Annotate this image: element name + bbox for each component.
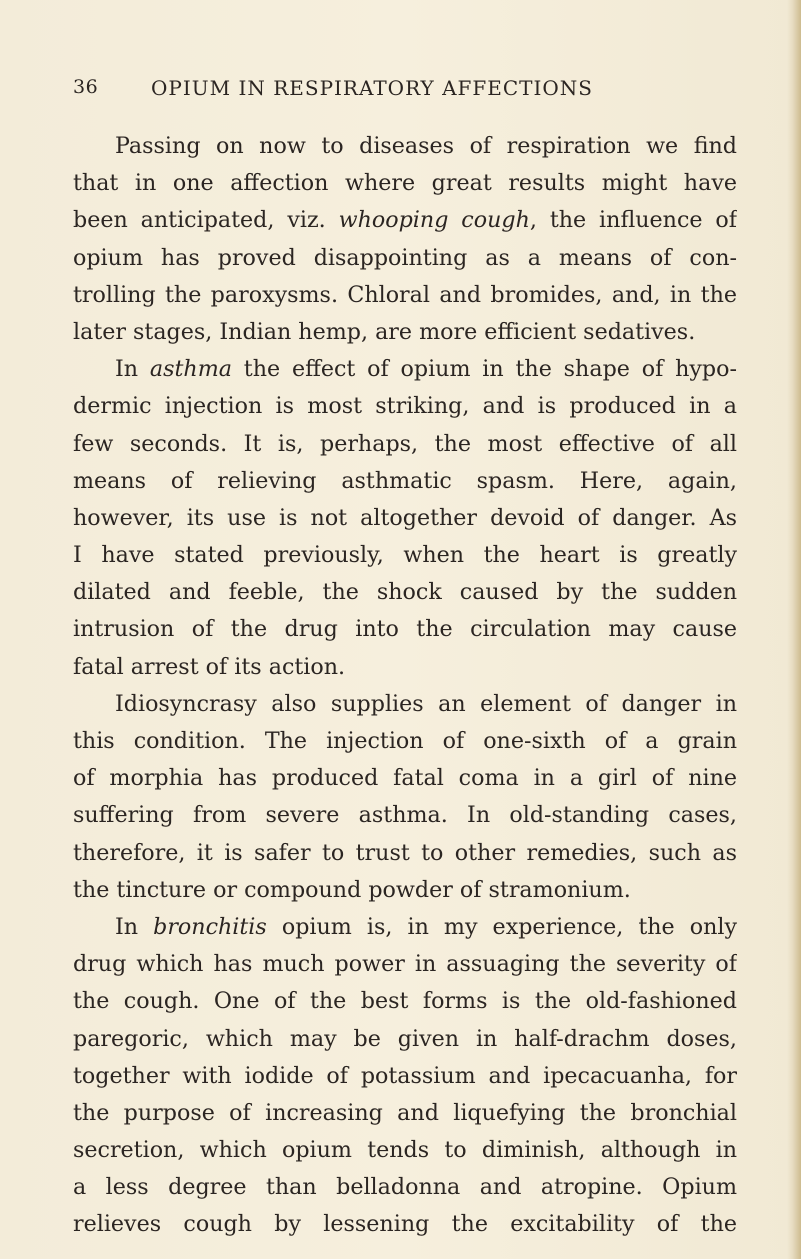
text-line [73, 202, 737, 239]
text-line [73, 1058, 737, 1095]
page-header [73, 70, 713, 110]
text-segment: this condition. The injection of one-sixth of a grain [73, 728, 737, 754]
text-segment: opium is, in my experience, the only [266, 913, 737, 940]
text-line [73, 426, 737, 463]
text-line [73, 463, 737, 500]
italic-term: asthma [149, 356, 232, 383]
text-line [73, 1169, 737, 1206]
text-line [73, 388, 737, 425]
text-line [73, 1132, 737, 1169]
text-segment: In [115, 356, 150, 383]
text-line [73, 314, 737, 351]
text-segment: dermic injection is most striking, and is produced in a [73, 393, 737, 420]
text-line [73, 797, 737, 834]
text-segment: , the influence of [529, 207, 737, 234]
text-segment: however, its use is not altogether devoid of danger. As [73, 504, 737, 531]
text-line [73, 240, 737, 277]
text-line [73, 351, 737, 388]
text-segment: that in one affection where great results might have [73, 170, 737, 197]
italic-term: whooping cough [338, 207, 530, 234]
text-segment: means of relieving asthmatic spasm. Here, again, [73, 467, 737, 494]
text-segment: drug which has much power in assuaging the severity of [73, 951, 737, 978]
text-line [73, 1021, 737, 1058]
text-line [73, 723, 737, 760]
text-segment: trolling the paroxysms. Chloral and bromides, and, in the [73, 281, 737, 308]
page-number: 36 [73, 76, 99, 98]
text-line [73, 277, 737, 314]
text-segment: paregoric, which may be given in half-drachm doses, [73, 1025, 737, 1052]
text-line [73, 537, 737, 574]
text-segment: the effect of opium in the shape of hypo- [231, 356, 737, 383]
text-segment: of morphia has produced fatal coma in a girl of nine [73, 765, 737, 792]
text-segment: In [115, 913, 154, 940]
text-segment: Passing on now to diseases of respiration we find [115, 133, 737, 159]
text-line [73, 835, 737, 872]
text-line [73, 946, 737, 983]
text-line [73, 165, 737, 202]
body-text [73, 128, 737, 1244]
text-line [73, 1095, 737, 1132]
text-segment: Idiosyncrasy also supplies an element of danger in [115, 690, 737, 717]
text-line [73, 128, 737, 165]
text-line [73, 649, 737, 686]
text-segment: I have stated previously, when the heart is greatly [73, 542, 737, 569]
text-line [73, 909, 737, 946]
text-segment: intrusion of the drug into the circulation may cause [73, 616, 737, 643]
text-segment: suffering from severe asthma. In old-standing cases, [73, 802, 737, 829]
text-line [73, 686, 737, 723]
text-line [73, 1206, 737, 1243]
text-line [73, 983, 737, 1020]
text-line [73, 611, 737, 648]
text-segment: the purpose of increasing and liquefying the bronchial [73, 1099, 737, 1126]
text-segment: later stages, Indian hemp, are more efficient sedatives. [73, 318, 696, 345]
italic-term: bronchitis [153, 913, 267, 940]
text-line [73, 574, 737, 611]
text-segment: been anticipated, viz. [73, 207, 339, 234]
running-title: OPIUM IN RESPIRATORY AFFECTIONS [151, 76, 594, 100]
text-segment: secretion, which opium tends to diminish, although in [73, 1137, 737, 1164]
text-segment: the cough. One of the best forms is the old-fashioned [73, 988, 737, 1015]
text-segment: a less degree than belladonna and atropine. Opium [73, 1174, 737, 1201]
text-line [73, 872, 737, 909]
page-edge-shadow [787, 0, 801, 1259]
text-segment: opium has proved disappointing as a means of con- [73, 244, 737, 271]
text-segment: therefore, it is safer to trust to other remedies, such as [73, 839, 737, 866]
text-segment: the tincture or compound powder of stramonium. [73, 876, 631, 903]
text-segment: together with iodide of potassium and ipecacuanha, for [73, 1062, 737, 1089]
text-line [73, 760, 737, 797]
text-segment: dilated and feeble, the shock caused by the sudden [73, 579, 737, 606]
text-segment: fatal arrest of its action. [73, 653, 346, 680]
text-segment: few seconds. It is, perhaps, the most effective of all [73, 430, 737, 457]
text-segment: relieves cough by lessening the excitability of the [73, 1211, 737, 1238]
text-line [73, 500, 737, 537]
